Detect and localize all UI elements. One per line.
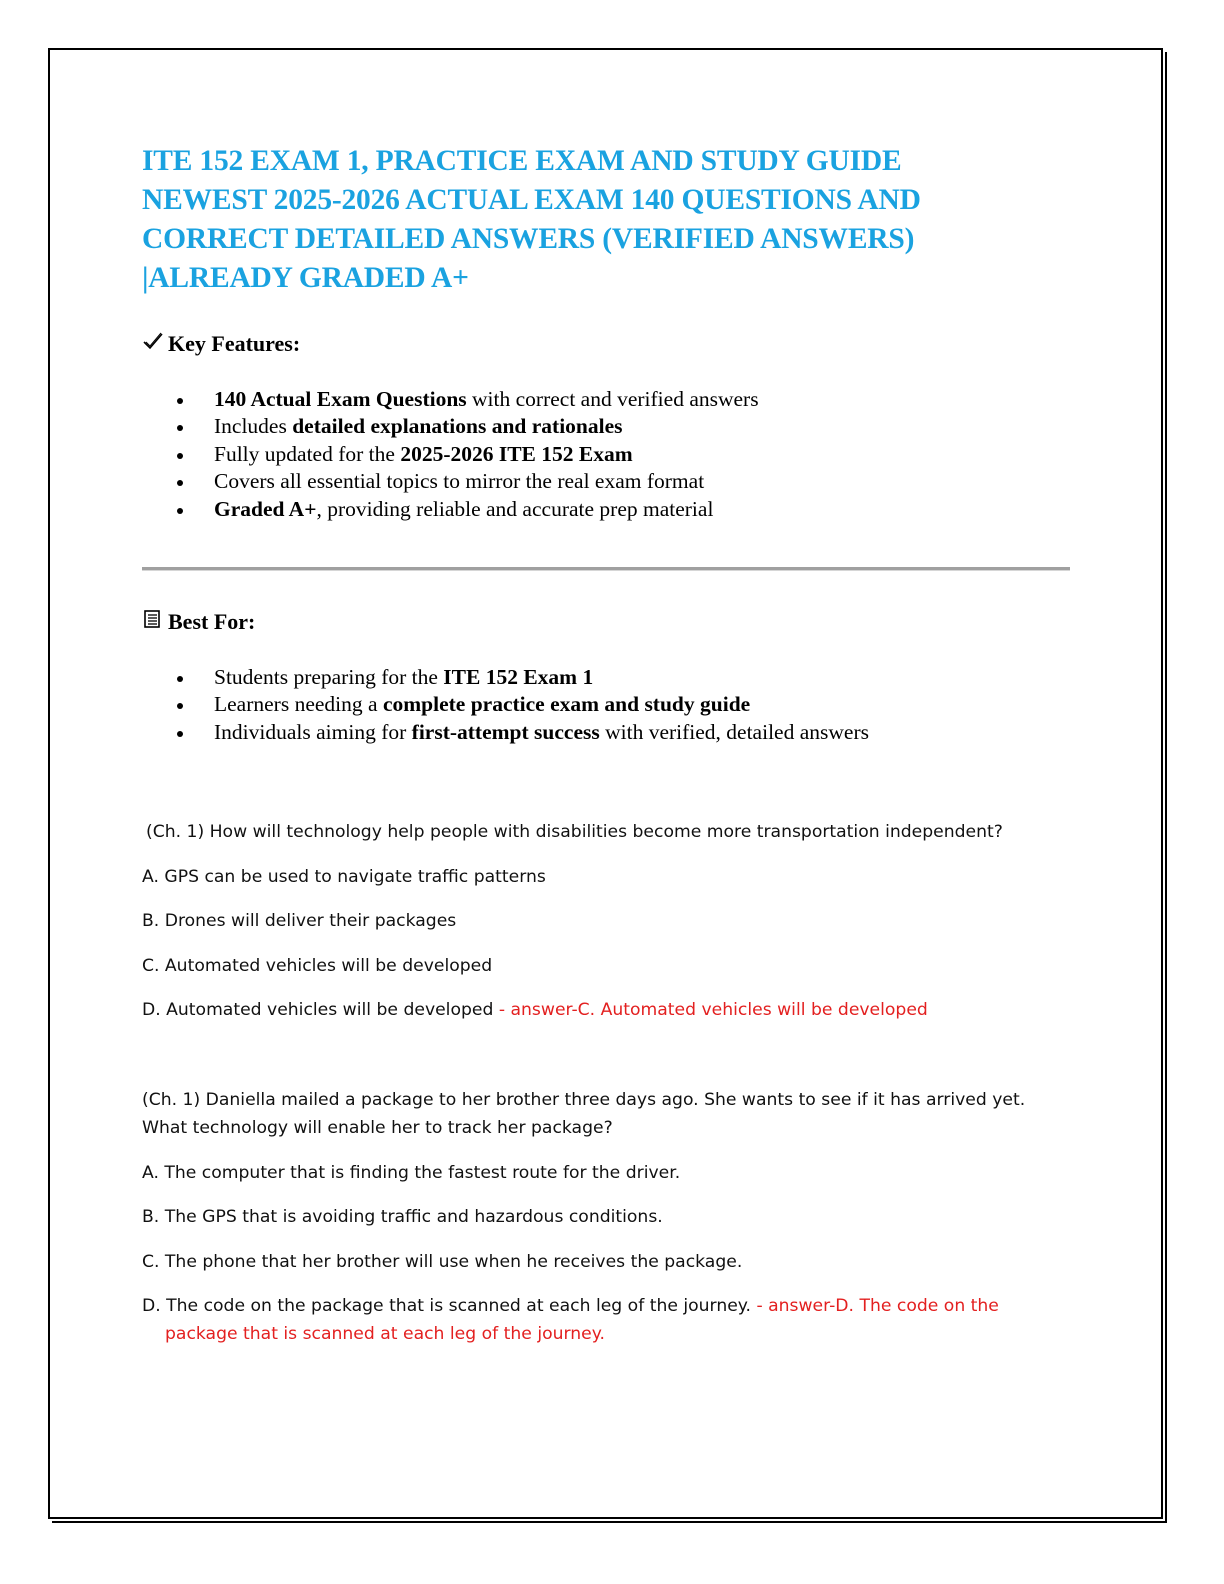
best-for-list — [160, 664, 869, 746]
key-features-list — [160, 386, 759, 523]
answer-option: D. The code on the package that is scanned at each leg of the journey. - answer-D. The code on the package that is scanned at each leg of the journey. — [142, 1296, 999, 1344]
check-mark-icon — [142, 330, 168, 358]
title-line: NEWEST 2025-2026 ACTUAL EXAM 140 QUESTIONS AND — [142, 184, 921, 216]
list-item: 140 Actual Exam Questions with correct and verified answers — [160, 386, 759, 413]
notebook-icon — [142, 608, 168, 636]
answer-option: C. The phone that her brother will use when he receives the package. — [142, 1251, 743, 1272]
horizontal-divider — [142, 567, 1070, 571]
correct-answer: - answer-C. Automated vehicles will be developed — [493, 1000, 928, 1020]
list-item: Students preparing for the ITE 152 Exam 1 — [160, 664, 869, 691]
question-stem: (Ch. 1) Daniella mailed a package to her brother three days ago. She wants to see if it has arrived yet. What technology will enable her to track her package? — [142, 1090, 1026, 1138]
answer-option: A. GPS can be used to navigate traffic patterns — [142, 866, 546, 887]
title-line: |ALREADY GRADED A+ — [142, 262, 469, 294]
title-line: CORRECT DETAILED ANSWERS (VERIFIED ANSWERS) — [142, 223, 915, 255]
question-stem: (Ch. 1) How will technology help people with disabilities become more transportation independent? — [146, 822, 1003, 842]
answer-option: A. The computer that is finding the fastest route for the driver. — [142, 1162, 681, 1183]
correct-answer: - answer-D. The code on the package that is scanned at each leg of the journey. — [165, 1296, 999, 1344]
key-features-heading: Key Features: — [142, 330, 300, 358]
list-item: Includes detailed explanations and rationales — [160, 413, 759, 440]
answer-option: B. The GPS that is avoiding traffic and hazardous conditions. — [142, 1207, 663, 1227]
question-2 — [142, 1086, 1062, 1348]
list-item: Graded A+, providing reliable and accurate prep material — [160, 496, 759, 523]
list-item: Covers all essential topics to mirror the real exam format — [160, 468, 759, 495]
title-line: ITE 152 EXAM 1, PRACTICE EXAM AND STUDY GUIDE — [142, 145, 902, 177]
answer-option: B. Drones will deliver their packages — [142, 911, 457, 931]
question-1 — [142, 818, 1062, 1024]
list-item: Individuals aiming for first-attempt success with verified, detailed answers — [160, 719, 869, 746]
answer-option: D. Automated vehicles will be developed - answer-C. Automated vehicles will be developed — [142, 1000, 928, 1020]
answer-option: C. Automated vehicles will be developed — [142, 955, 493, 976]
document-title — [142, 142, 1042, 298]
best-for-heading: Best For: — [142, 608, 255, 636]
list-item: Learners needing a complete practice exam and study guide — [160, 691, 869, 718]
list-item: Fully updated for the 2025-2026 ITE 152 Exam — [160, 441, 759, 468]
